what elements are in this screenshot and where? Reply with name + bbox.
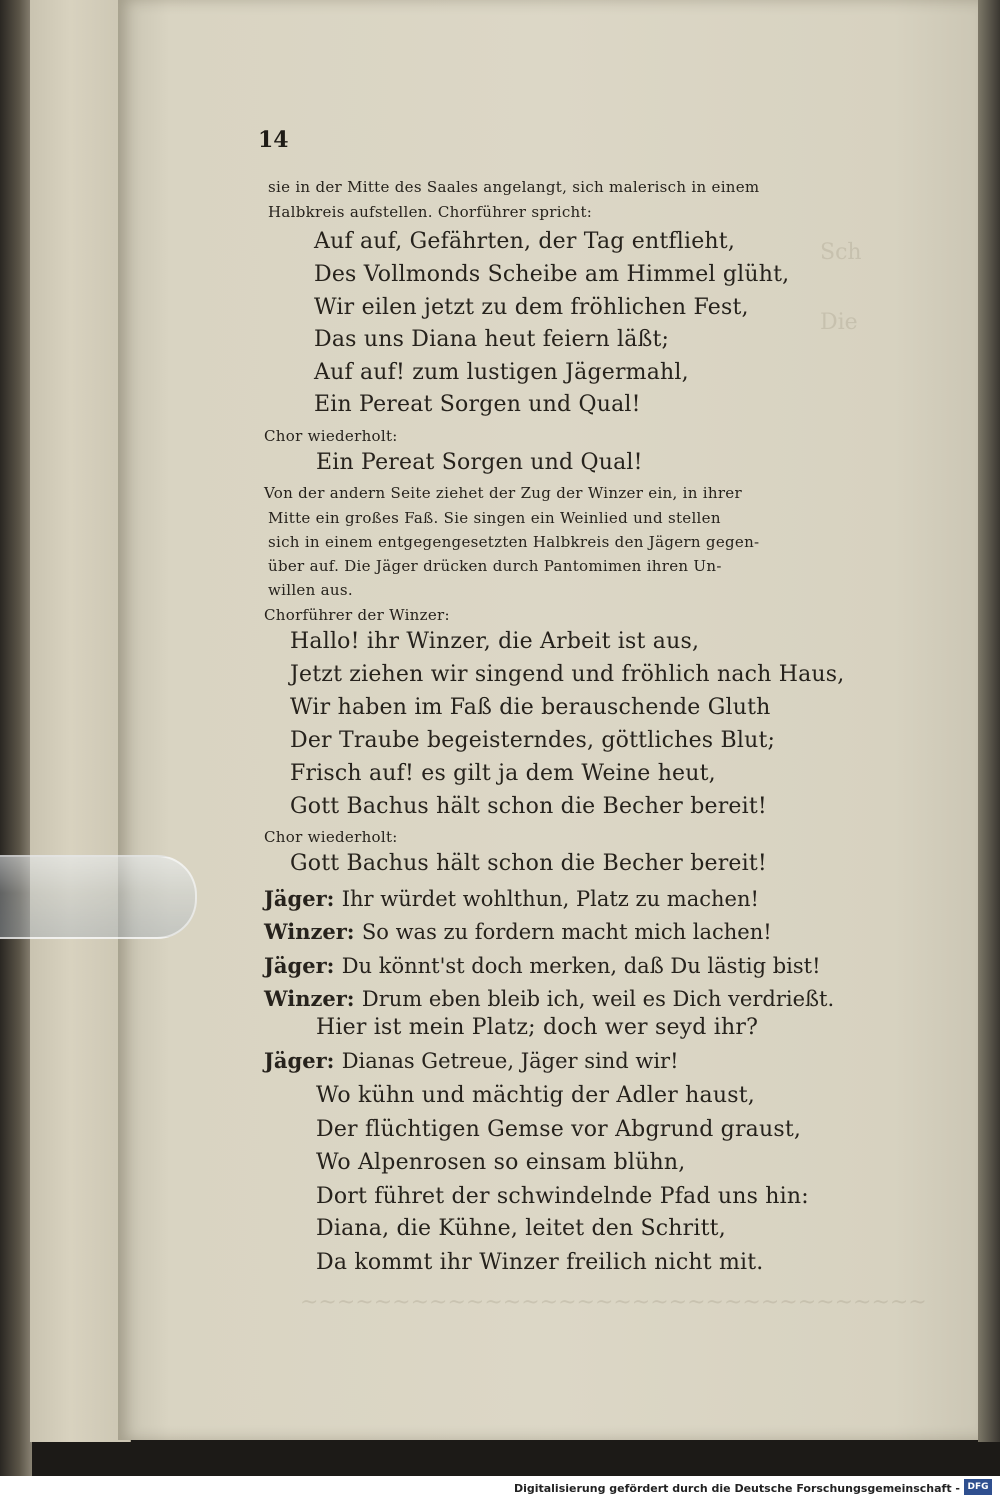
line-text: Chor wiederholt: — [264, 427, 398, 445]
line-text: Hallo! ihr Winzer, die Arbeit ist aus, — [290, 629, 700, 654]
footer-credit: Digitalisierung gefördert durch die Deutsche Forschungsgemeinschaft - — [513, 1482, 960, 1495]
line-text: So was zu fordern macht mich lachen! — [361, 920, 772, 944]
show-through-text: Die — [820, 310, 858, 335]
line-text: Dianas Getreue, Jäger sind wir! — [341, 1049, 679, 1073]
speaker-label: Jäger: — [264, 1048, 342, 1073]
verse-line — [314, 295, 749, 320]
verse-line — [316, 1083, 755, 1108]
show-through-text: ~~~~~~~~~~~~~~~~~~~~~~~~~~~~~~~~~~ — [300, 1290, 927, 1315]
verse-line — [314, 262, 789, 287]
line-text: Hier ist mein Platz; doch wer seyd ihr? — [316, 1015, 759, 1040]
line-text: Drum eben bleib ich, weil es Dich verdrießt. — [361, 987, 835, 1011]
stage-direction-line — [268, 509, 721, 527]
line-text: Der flüchtigen Gemse vor Abgrund graust, — [316, 1117, 802, 1142]
speaker-label: Winzer: — [264, 986, 362, 1011]
line-text: sie in der Mitte des Saales angelangt, sich malerisch in einem — [268, 178, 760, 196]
line-text: Von der andern Seite ziehet der Zug der Winzer ein, in ihrer — [264, 484, 742, 502]
line-text: Chor wiederholt: — [264, 828, 398, 846]
line-text: Da kommt ihr Winzer freilich nicht mit. — [316, 1250, 764, 1275]
line-text: Des Vollmonds Scheibe am Himmel glüht, — [314, 262, 790, 287]
dfg-logo: DFG — [964, 1479, 992, 1495]
line-text: Wo Alpenrosen so einsam blühn, — [316, 1150, 686, 1175]
dialogue-line — [264, 1048, 679, 1073]
dialogue-line — [264, 886, 759, 911]
verse-line — [314, 392, 641, 417]
verse-line — [316, 450, 643, 475]
verse-line — [290, 851, 767, 876]
line-text: Dort führet der schwindelnde Pfad uns hin: — [316, 1184, 809, 1209]
line-text: sich in einem entgegengesetzten Halbkreis den Jägern gegen- — [268, 533, 760, 551]
speaker-label: Jäger: — [264, 953, 342, 978]
stage-direction-line — [264, 427, 398, 445]
verse-line — [290, 761, 716, 786]
verse-line — [290, 629, 699, 654]
verse-line — [314, 360, 689, 385]
line-text: Ein Pereat Sorgen und Qual! — [316, 450, 643, 475]
line-text: Mitte ein großes Faß. Sie singen ein Weinlied und stellen — [268, 509, 721, 527]
line-text: Wo kühn und mächtig der Adler haust, — [316, 1083, 755, 1108]
verse-line — [290, 728, 775, 753]
dialogue-line — [264, 919, 772, 944]
line-text: Ein Pereat Sorgen und Qual! — [314, 392, 641, 417]
show-through-text: Sch — [820, 240, 862, 265]
verse-line — [314, 229, 735, 254]
line-text: Jetzt ziehen wir singend und fröhlich nach Haus, — [290, 662, 845, 687]
verse-line — [314, 327, 669, 352]
line-text: Gott Bachus hält schon die Becher bereit! — [290, 851, 767, 876]
line-text: Wir eilen jetzt zu dem fröhlichen Fest, — [314, 295, 749, 320]
line-text: Auf auf, Gefährten, der Tag entflieht, — [314, 229, 736, 254]
line-text: Wir haben im Faß die berauschende Gluth — [290, 695, 771, 720]
verse-line — [290, 794, 767, 819]
line-text: Chorführer der Winzer: — [264, 606, 450, 624]
verse-line — [290, 662, 845, 687]
speaker-label: Jäger: — [264, 886, 342, 911]
line-text: Halbkreis aufstellen. Chorführer spricht: — [268, 203, 593, 221]
stage-direction-line — [264, 484, 742, 502]
line-text: Auf auf! zum lustigen Jägermahl, — [314, 360, 689, 385]
stage-direction-line — [268, 533, 759, 551]
line-text: über auf. Die Jäger drücken durch Pantomimen ihren Un- — [268, 557, 722, 575]
line-text: Das uns Diana heut feiern läßt; — [314, 327, 670, 352]
page-number: 14 — [258, 127, 289, 153]
stage-direction-line — [268, 581, 353, 599]
line-text: Gott Bachus hält schon die Becher bereit! — [290, 794, 767, 819]
verse-line — [316, 1216, 726, 1241]
line-text: Diana, die Kühne, leitet den Schritt, — [316, 1216, 726, 1241]
verse-line — [316, 1150, 685, 1175]
stage-direction-line — [268, 203, 592, 221]
stage-direction-line — [268, 178, 759, 196]
verse-line — [316, 1117, 801, 1142]
dialogue-line — [264, 986, 834, 1011]
line-text: Der Traube begeisterndes, göttliches Blut; — [290, 728, 776, 753]
verse-line — [316, 1250, 763, 1275]
line-text: willen aus. — [268, 581, 353, 599]
scanner-thumb-holder — [0, 855, 197, 939]
verse-line — [316, 1184, 809, 1209]
speaker-label: Winzer: — [264, 919, 362, 944]
line-text: Frisch auf! es gilt ja dem Weine heut, — [290, 761, 716, 786]
stage-direction-line — [268, 557, 722, 575]
dialogue-line — [264, 953, 821, 978]
line-text: Ihr würdet wohlthun, Platz zu machen! — [341, 887, 759, 911]
stage-direction-line — [264, 606, 450, 624]
verse-line — [316, 1015, 758, 1040]
stage-direction-line — [264, 828, 398, 846]
verse-line — [290, 695, 770, 720]
line-text: Du könnt'st doch merken, daß Du lästig bist! — [341, 954, 821, 978]
